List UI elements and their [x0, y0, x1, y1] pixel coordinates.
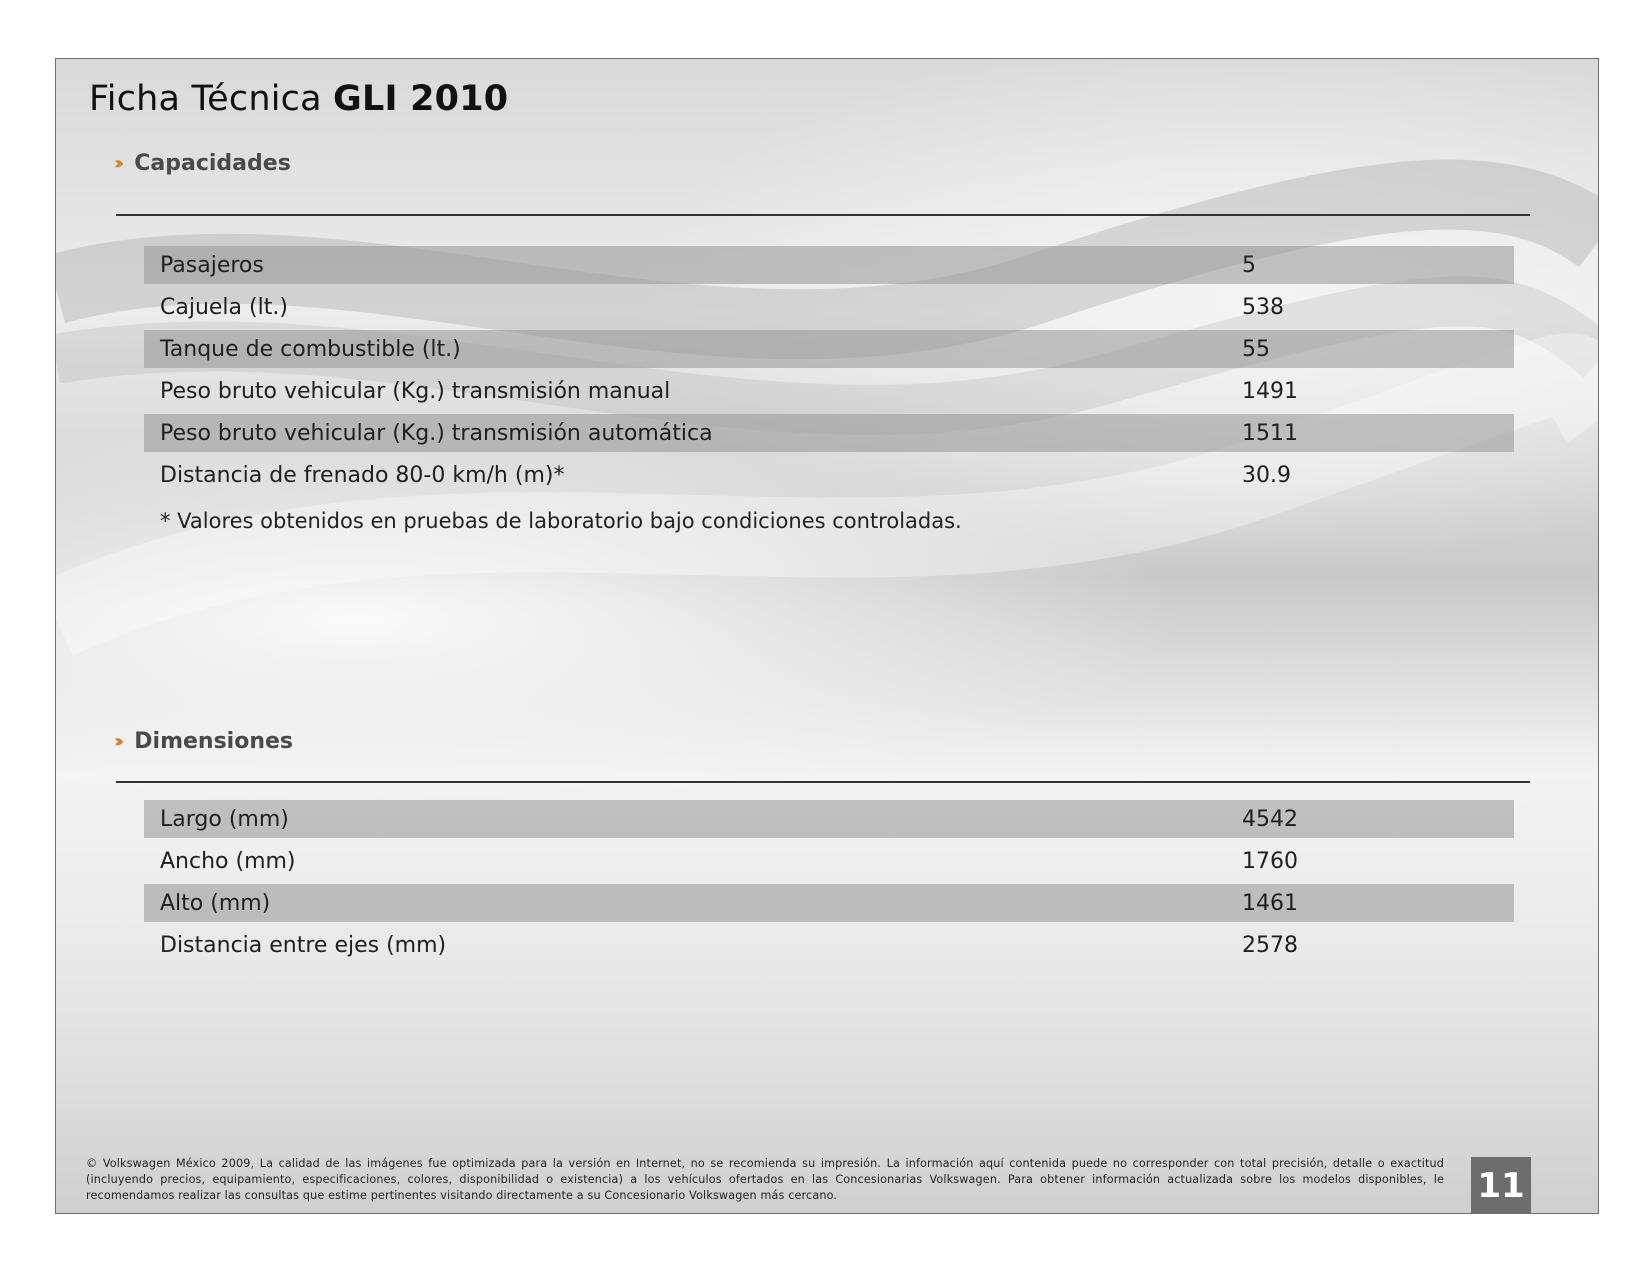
table-row: [144, 884, 1514, 922]
row-value: 1511: [1242, 420, 1298, 446]
row-label: Largo (mm): [160, 806, 289, 832]
footnote: * Valores obtenidos en pruebas de laboratorio bajo condiciones controladas.: [160, 509, 962, 533]
table-row: [144, 414, 1514, 452]
double-chevron-right-icon: ›››: [114, 153, 119, 174]
spec-sheet-page: [55, 58, 1599, 1214]
row-label: Peso bruto vehicular (Kg.) transmisión automática: [160, 420, 713, 446]
row-label: Tanque de combustible (lt.): [160, 336, 461, 362]
section-heading-dimensiones: ››› Dimensiones: [114, 729, 294, 754]
section-heading-capacidades: ››› Capacidades: [114, 151, 291, 176]
table-row: [144, 330, 1514, 368]
table-row: [144, 800, 1514, 838]
dimensiones-table: [144, 800, 1514, 968]
row-label: Cajuela (lt.): [160, 294, 288, 320]
row-label: Alto (mm): [160, 890, 271, 916]
row-value: 1760: [1242, 848, 1298, 874]
row-label: Distancia de frenado 80-0 km/h (m)*: [160, 462, 565, 488]
row-value: 55: [1242, 336, 1270, 362]
legal-disclaimer: © Volkswagen México 2009, La calidad de las imágenes fue optimizada para la versión en Internet, no se recomienda su impresión. La información aquí contenida puede no corresponder con total precisión, detalle o exactitud (incluyendo precios, equipamiento, especificaciones, colores, disponibilidad o existencia) a los vehículos ofertados en las Concesionarias Volkswagen. Para obtener información actualizada sobre los modelos disponibles, le recomendamos realizar las consultas que estime pertinentes visitando directamente a su Concesionario Volkswagen más cercano.: [86, 1157, 1444, 1202]
row-value: 2578: [1242, 932, 1298, 958]
row-label: Ancho (mm): [160, 848, 296, 874]
table-row: [144, 246, 1514, 284]
row-label: Pasajeros: [160, 252, 264, 278]
table-row: [144, 288, 1514, 326]
row-value: 30.9: [1242, 462, 1291, 488]
page-number-badge: 11: [1471, 1157, 1531, 1214]
row-label: Distancia entre ejes (mm): [160, 932, 447, 958]
row-value: 1461: [1242, 890, 1298, 916]
row-value: 1491: [1242, 378, 1298, 404]
background-wave: [56, 59, 1599, 1214]
row-label: Peso bruto vehicular (Kg.) transmisión manual: [160, 378, 671, 404]
row-value: 538: [1242, 294, 1284, 320]
section-divider: [116, 781, 1530, 783]
section-divider: [116, 214, 1530, 216]
row-value: 5: [1242, 252, 1256, 278]
table-row: [144, 456, 1514, 494]
table-row: [144, 926, 1514, 964]
double-chevron-right-icon: ›››: [114, 731, 119, 752]
table-row: [144, 842, 1514, 880]
table-row: [144, 372, 1514, 410]
row-value: 4542: [1242, 806, 1298, 832]
capacidades-table: [144, 246, 1514, 498]
page-title: Ficha Técnica GLI 2010: [89, 79, 509, 119]
